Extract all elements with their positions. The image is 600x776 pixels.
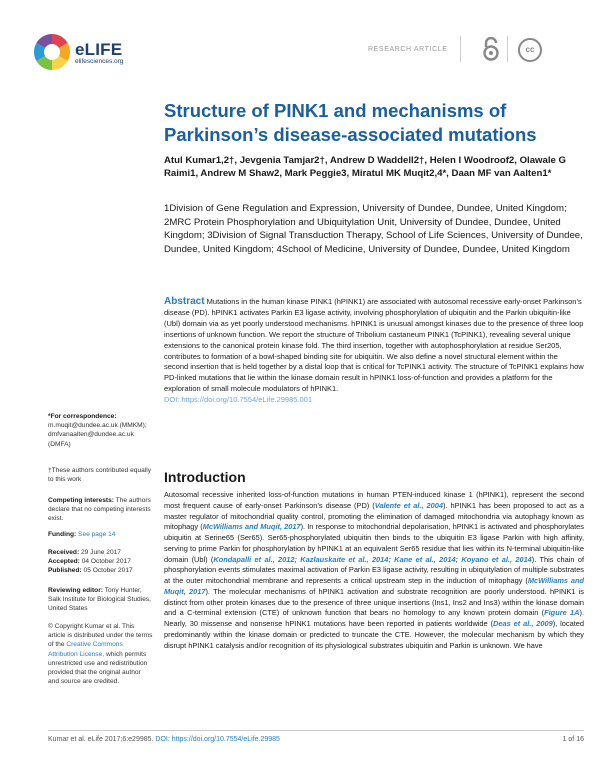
received-label: Received: xyxy=(48,549,80,556)
intro-text: ). hPINK1 has been proposed to act as a master regulator of mitochondrial quality control, promoting the elimination of damaged mitochondria via autophagy known as mitophagy ( xyxy=(164,500,585,532)
abstract-doi-link[interactable]: DOI: https://doi.org/10.7554/eLife.29985.001 xyxy=(164,395,313,405)
accepted-label: Accepted: xyxy=(48,558,80,566)
elife-logo-icon xyxy=(30,30,74,74)
citation-text: Kumar et al. eLife 2017;6:e29985. xyxy=(48,736,154,743)
reviewing-text: Tony Hunter, Salk Institute for Biological Studies, United States xyxy=(48,587,151,613)
footer-divider xyxy=(48,730,584,731)
citation-link[interactable]: Kondapalli et al., 2012; Kazlauskaite et al., 2014; Kane et al., 2014; Koyano et al., 2014 xyxy=(213,554,532,564)
received-date: 29 June 2017 xyxy=(81,549,121,556)
citation-link[interactable]: Deas et al., 2009 xyxy=(493,619,553,628)
abstract-heading: Abstract xyxy=(164,296,205,307)
copyright-text: © Copyright Kumar et al. This article is distributed under the terms of the xyxy=(48,623,153,649)
abstract xyxy=(164,297,584,406)
published-label: Published: xyxy=(48,567,82,575)
header-divider xyxy=(507,36,508,62)
open-access-icon xyxy=(480,37,502,61)
citation-link[interactable]: Valente et al., 2004 xyxy=(374,500,443,510)
citation-link[interactable]: McWilliams and Muqit, 2017 xyxy=(202,522,301,532)
journal-url[interactable]: elifesciences.org xyxy=(75,58,124,65)
funding-label: Funding: xyxy=(48,531,77,538)
affiliations: 1Division of Gene Regulation and Expression, University of Dundee, Dundee, United Kingdom; 2MRC Protein Phosphorylation and Ubiquitylation Unit, University of Dundee, Dundee, United Kingdom; 3Division of Signal Transduction Therapy, School of Life Sciences, University of Dundee, Dundee, United Kingdom; 4School of Medicine, University of Dundee, Dundee, United Kingdom xyxy=(164,203,583,255)
author-list: Atul Kumar1,2†, Jevgenia Tamjar2†, Andrew D Waddell2†, Helen I Woodroof2, Olawale G Raimi1, Andrew M Shaw2, Mark Peggie3, Miratul MK Muqit2,4*, Daan MF van Aalten1* xyxy=(164,155,566,179)
published-date: 05 October 2017 xyxy=(83,567,133,575)
cc-license-link[interactable]: Creative Commons Attribution License, xyxy=(48,641,123,658)
article-title: Structure of PINK1 and mechanisms of Parkinson’s disease-associated mutations xyxy=(164,100,537,145)
funding-link[interactable]: See page 14 xyxy=(78,531,116,538)
abstract-text: Mutations in the human kinase PINK1 (hPINK1) are associated with autosomal recessive early-onset Parkinson’s disease (PD). hPINK1 activates Parkin E3 ligase activity, involving phosphorylation of ubiquitin and the Parkin ubiquitin-like (Ubl) domain via as yet poorly understood mechanisms. hPINK1 is unusual amongst kinases due to the presence of three loop insertions of unknown function. We report the structure of Tribolium castaneum PINK1 (TcPINK1), revealing several unique extensions to the canonical protein kinase fold. The third insertion, together with autophosphorylation at residue Ser205, contributes to formation of a bowl-shaped binding site for ubiquitin. We also define a novel structural element within the second insertion that is held together by a distal loop that is critical for TcPINK1 activity. The structure of TcPINK1 explains how PD-linked mutations that lie within the kinase domain result in hPINK1 loss-of-function and provides a platform for the exploration of small molecule modulators of hPINK1. xyxy=(164,297,584,394)
figure-link[interactable]: Figure 1A xyxy=(544,608,580,618)
creative-commons-icon: cc xyxy=(518,38,542,62)
funding xyxy=(48,530,153,539)
equal-contribution-note: †These authors contributed equally to this work xyxy=(48,467,152,484)
competing-label: Competing interests: xyxy=(48,497,114,504)
correspondence-block xyxy=(48,412,153,449)
page-number: 1 of 16 xyxy=(562,736,584,743)
citation-link[interactable]: McWilliams and Muqit, 2017 xyxy=(164,576,584,596)
intro-text: ), located predominantly within the kinase domain or predicted to truncate the CTE. However, the molecular mechanism by which they disrupt hPINK1 catalysis and/or recognition of its physiological substrates ubiquitin and Parkin is unknown. We have xyxy=(164,619,584,650)
reviewing-label: Reviewing editor: xyxy=(48,587,103,594)
intro-text: ). This chain of phosphorylation events stimulates maximal activation of Parkin E3 ligase activity, resulting in ubiquitylation of multiple substrates at the outer mitochondrial membrane and represents a critical upstream step in the induction of mitophagy ( xyxy=(164,554,584,585)
copyright-text-2: which permits unrestricted use and redistribution provided that the original author and source are credited. xyxy=(48,650,148,686)
intro-text: ). Nearly, 30 missense and nonsense hPINK1 mutations have been reported in patients worldwide ( xyxy=(164,608,584,628)
intro-text: Autosomal recessive inherited loss-of-function mutations in human PTEN-induced kinase 1 (hPINK1), represent the second most frequent cause of early-onset Parkinson’s disease (PD) ( xyxy=(164,490,584,510)
footer-doi-link[interactable]: DOI: https://doi.org/10.7554/eLife.29985 xyxy=(155,736,280,743)
correspondence-emails[interactable]: m.muqit@dundee.ac.uk (MMKM); dmfvanaalten@dundee.ac.uk (DMFA) xyxy=(48,422,147,448)
footer-citation xyxy=(48,736,280,743)
copyright-block xyxy=(48,622,153,686)
intro-text: ). The molecular mechanisms of hPINK1 activation and substrate recognition are poorly understood. hPINK1 is distinct from other protein kinases due to the presence of three unique insertions (Ins1, Ins2 and Ins3) within the kinase domain and a C-terminal extension (CTE) of unknown function that bears no homology to any known protein domain ( xyxy=(164,586,585,618)
journal-logo-text: eLIFE xyxy=(75,40,123,59)
introduction-paragraph xyxy=(164,490,584,651)
intro-text: ). In response to mitochondrial depolarisation, hPINK1 is activated and phosphorylates ubiquitin at Serine65 (Ser65). Ser65-phosphorylated ubiquitin then binds to the ubiquitin E3 ligase Parkin with high affinity, serving to prime Parkin for phosphorylation by hPINK1 at an equivalent Ser65 residue that lies within its N-terminal ubiquitin-like domain (Ubl) ( xyxy=(164,522,584,564)
competing-interests xyxy=(48,496,153,524)
header-divider xyxy=(460,36,461,62)
introduction-heading: Introduction xyxy=(164,469,246,485)
competing-text: The authors declare that no competing interests exist. xyxy=(48,497,151,523)
article-type-label: RESEARCH ARTICLE xyxy=(368,46,448,53)
dates-block xyxy=(48,548,153,576)
accepted-date: 04 October 2017 xyxy=(81,558,131,566)
reviewing-editor xyxy=(48,586,153,614)
correspondence-label: *For correspondence: xyxy=(48,413,117,420)
